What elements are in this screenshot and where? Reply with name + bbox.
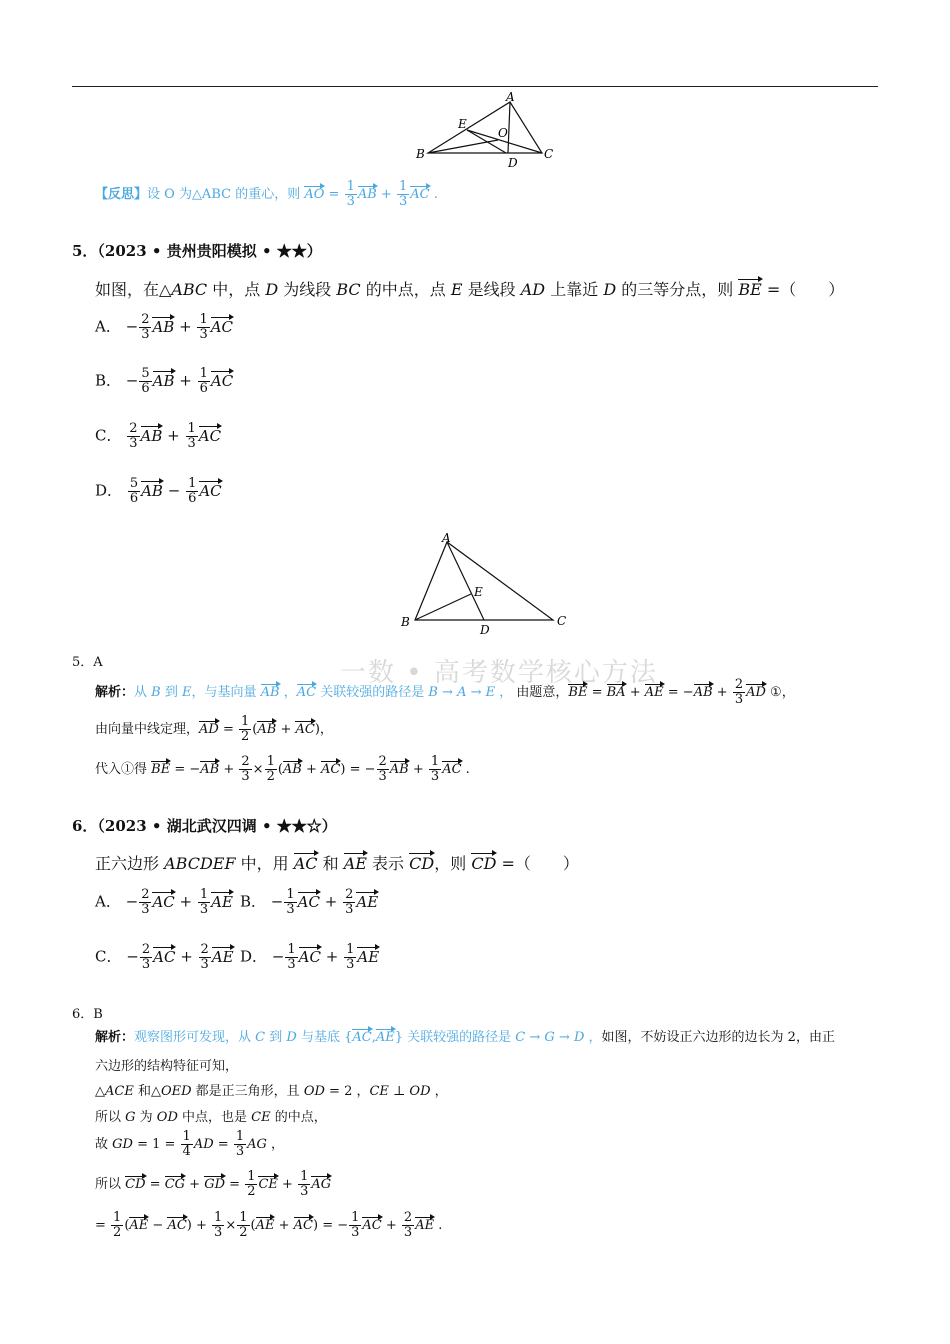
q5-analysis-line0: 解析：从 B 到 E，与基向量 AB ，AC 关联较强的路径是 B → A → E ， 由题意，BE = BA + AE = −AB + $\frac{2}{3}$ AD ①，	[95, 677, 795, 707]
triangle-abc	[428, 102, 542, 153]
reflection-tag: 【反思】	[95, 187, 148, 202]
q6-analysis-line5: 所以 CD = CG + GD = $\frac{1}{2}$ CE + $\frac{1}{3}$ AG	[95, 1169, 332, 1199]
label-a: A	[506, 90, 515, 104]
q6-analysis-line3: 所以 G 为 OD 中点，也是 CE 的中点，	[95, 1110, 327, 1125]
label-b: B	[416, 147, 425, 161]
q6-answer: 6．B	[72, 1007, 103, 1022]
q5-answer: 5．A	[72, 655, 103, 670]
q5-stem: 如图，在△ABC 中，点 D 为线段 BC 的中点，点 E 是线段 AD 上靠近 D 的三等分点，则 BE =（ ）	[95, 280, 845, 299]
label-c: C	[544, 147, 554, 161]
header-rule	[72, 86, 878, 87]
q5-option-b[interactable]: B． − $\frac{5}{6}$ AB + $\frac{1}{6}$ AC	[95, 366, 234, 396]
label-d: D	[480, 623, 490, 637]
segment-be	[415, 594, 471, 620]
reflection-text: 设 O 为△ABC 的重心，则	[147, 187, 301, 202]
q5-triangle-figure	[395, 530, 575, 640]
q6-option-a[interactable]: A． − $\frac{2}{3}$ AC + $\frac{1}{3}$ AE	[95, 887, 233, 917]
q6-analysis-line1: 六边形的结构特征可知，	[95, 1059, 239, 1074]
centroid-triangle-figure	[410, 90, 560, 170]
q6-analysis-line2: △ACE 和△OED 都是正三角形，且 OD = 2 ，CE ⊥ OD ，	[95, 1084, 448, 1099]
q6-option-c[interactable]: C． − $\frac{2}{3}$ AC + $\frac{2}{3}$ AE	[95, 942, 234, 972]
label-o: O	[498, 126, 508, 140]
label-b: B	[401, 615, 410, 629]
label-e: E	[474, 585, 483, 599]
q6-analysis-line0: 解析：观察图形可发现，从 C 到 D 与基底 {AC,AE} 关联较强的路径是 C → G → D ，如图，不妨设正六边形的边长为 2，由正	[95, 1030, 835, 1045]
label-d: D	[508, 156, 518, 170]
reflection-expr: AO = $\frac{1}{3}$ AB + $\frac{1}{3}$ AC .	[304, 179, 438, 209]
q6-stem: 正六边形 ABCDEF 中，用 AC 和 AE 表示 CD，则 CD =（ ）	[95, 854, 579, 873]
label-c: C	[557, 614, 567, 628]
median-ad	[447, 542, 484, 620]
median-ad	[508, 102, 510, 153]
q6-header: 6．（2023 • 湖北武汉四调 • ★★☆）	[72, 817, 337, 835]
q5-option-c[interactable]: C． $\frac{2}{3}$ AB + $\frac{1}{3}$ AC	[95, 421, 222, 451]
label-e: E	[458, 117, 467, 131]
q6-option-b[interactable]: B． − $\frac{1}{3}$ AC + $\frac{2}{3}$ AE	[240, 887, 379, 917]
q5-option-a[interactable]: A． − $\frac{2}{3}$ AB + $\frac{1}{3}$ AC	[95, 312, 234, 342]
q6-analysis-line4: 故 GD = 1 = $\frac{1}{4}$ AD = $\frac{1}{3}$ AG ，	[95, 1129, 285, 1159]
reflection-line	[95, 180, 438, 209]
watermark: 一数 • 高考数学核心方法	[340, 658, 658, 688]
q6-option-d[interactable]: D． − $\frac{1}{3}$ AC + $\frac{1}{3}$ AE	[240, 942, 380, 972]
q6-analysis-line6: = $\frac{1}{2}$ (AE − AC) + $\frac{1}{3}$ × $\frac{1}{2}$ (AE + AC) = − $\frac{1}{3}$ AC + $\frac{2}{3}$ AE .	[95, 1210, 443, 1240]
q5-option-d[interactable]: D． $\frac{5}{6}$ AB − $\frac{1}{6}$ AC	[95, 476, 222, 506]
triangle-abc	[415, 542, 553, 620]
q5-header: 5．（2023 • 贵州贵阳模拟 • ★★）	[72, 242, 322, 260]
q5-analysis-line2: 由向量中线定理，AD = $\frac{1}{2}$ (AB + AC)，	[95, 714, 333, 744]
q5-analysis-line3: 代入①得 BE = −AB + $\frac{2}{3}$ × $\frac{1}{2}$ (AB + AC) = − $\frac{2}{3}$ AB + $\frac{1}{3}$ AC .	[95, 754, 470, 784]
label-a: A	[442, 531, 451, 545]
